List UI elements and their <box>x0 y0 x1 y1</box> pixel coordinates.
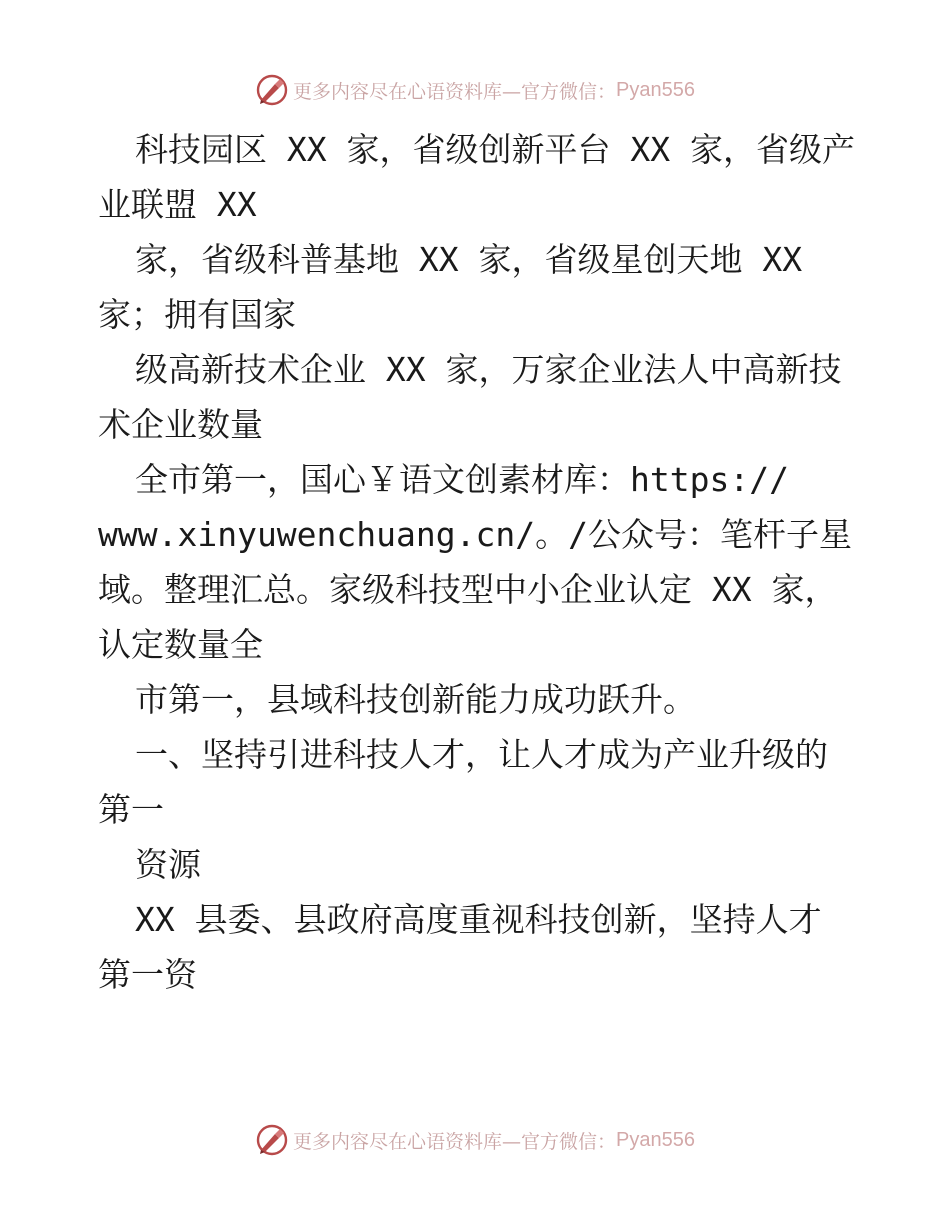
pen-logo-icon <box>255 1123 289 1157</box>
document-body <box>98 122 858 1002</box>
pen-logo-icon <box>255 73 289 107</box>
text-line: 科技园区 XX 家，省级创新平台 XX 家，省级产 <box>135 130 855 169</box>
text-line: 术企业数量 <box>98 405 263 444</box>
text-line: 家；拥有国家 <box>98 295 296 334</box>
text-line: 全市第一，国心￥语文创素材库：https:// <box>135 460 789 499</box>
text-line: 认定数量全 <box>98 625 263 664</box>
text-line: www.xinyuwenchuang.cn/。/公众号：笔杆子星 <box>98 515 852 554</box>
text-line: 资源 <box>135 845 201 884</box>
footer-banner-text: 更多内容尽在心语资料库—官方微信： <box>293 1130 617 1153</box>
header-banner-text: 更多内容尽在心语资料库—官方微信： <box>293 80 617 103</box>
footer-watermark-banner <box>0 1122 950 1158</box>
text-line: 业联盟 XX <box>98 185 257 224</box>
text-line: 域。整理汇总。家级科技型中小企业认定 XX 家， <box>98 570 838 609</box>
text-line: XX 县委、县政府高度重视科技创新，坚持人才 <box>135 900 822 939</box>
footer-banner-wechat-id: Pyan556 <box>616 1128 695 1151</box>
header-watermark-banner <box>0 72 950 108</box>
text-line: 级高新技术企业 XX 家，万家企业法人中高新技 <box>135 350 842 389</box>
text-line: 家，省级科普基地 XX 家，省级星创天地 XX <box>135 240 803 279</box>
text-line: 市第一，县域科技创新能力成功跃升。 <box>135 680 696 719</box>
text-line: 一、坚持引进科技人才，让人才成为产业升级的 <box>135 735 828 774</box>
text-line: 第一资 <box>98 955 197 994</box>
header-banner-wechat-id: Pyan556 <box>616 78 695 101</box>
text-line: 第一 <box>98 790 164 829</box>
